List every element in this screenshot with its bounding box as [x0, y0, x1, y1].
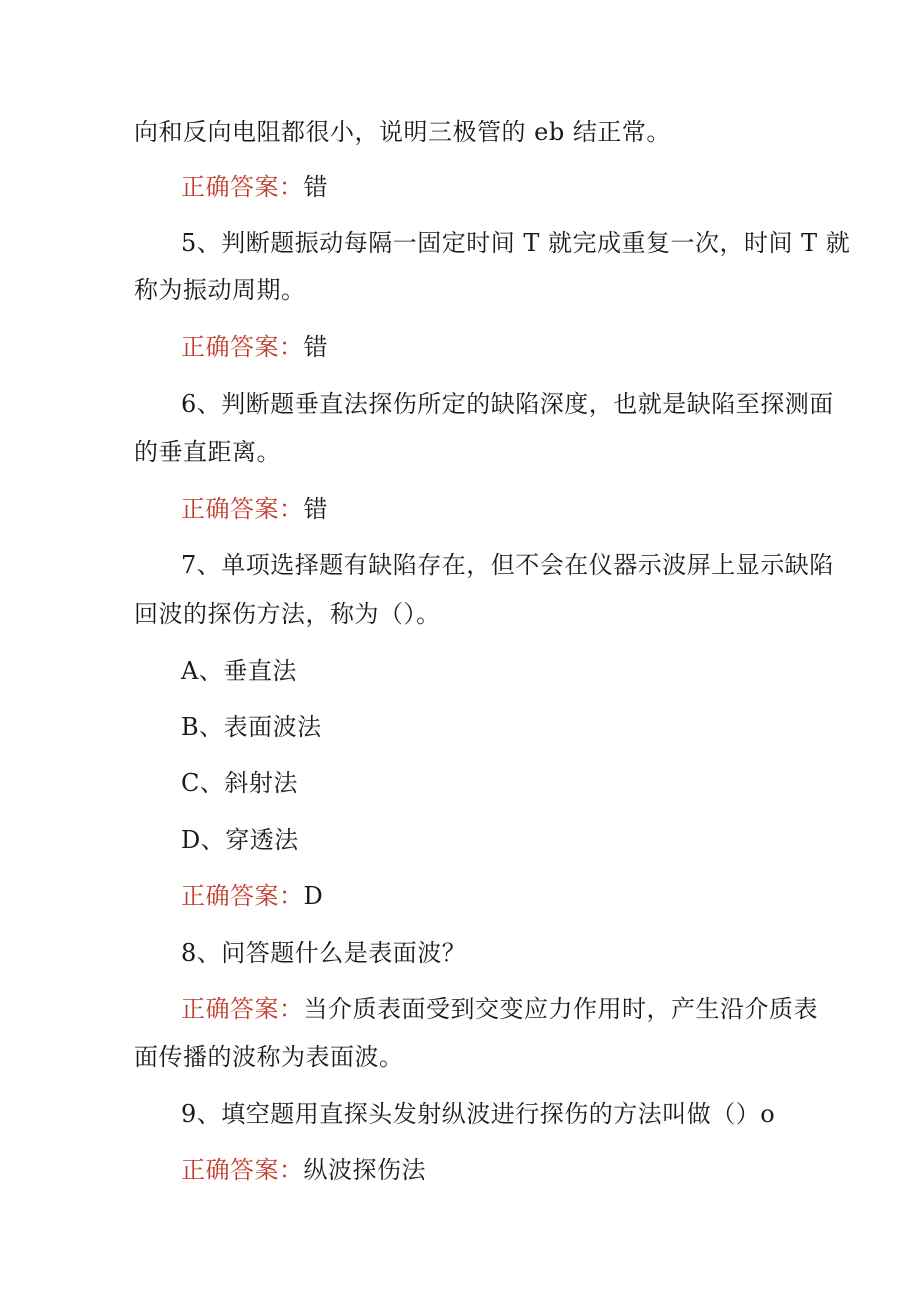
answer-label: 正确答案：: [181, 995, 304, 1023]
answer-line: [181, 172, 328, 202]
answer-label: 正确答案：: [181, 333, 304, 361]
answer-line: [181, 1155, 426, 1185]
answer-label: 正确答案：: [181, 1156, 304, 1184]
question-line: 6、判断题垂直法探伤所定的缺陷深度，也就是缺陷至探测面: [181, 390, 834, 418]
answer-value: 纵波探伤法: [303, 1156, 426, 1184]
answer-label: 正确答案：: [181, 882, 304, 910]
answer-value: 当介质表面受到交变应力作用时，产生沿介质表: [303, 995, 818, 1023]
answer-value: 错: [303, 173, 328, 201]
answer-line: [181, 494, 328, 524]
option-b: B、表面波法: [181, 713, 322, 741]
text-line: 向和反向电阻都很小，说明三极管的 eb 结正常。: [134, 118, 671, 146]
answer-label: 正确答案：: [181, 173, 304, 201]
answer-continuation: 面传播的波称为表面波。: [134, 1043, 404, 1071]
question-line: 5、判断题振动每隔一固定时间 T 就完成重复一次，时间 T 就: [181, 229, 851, 257]
option-d: D、穿透法: [181, 826, 299, 854]
question-line: 称为振动周期。: [134, 276, 306, 304]
question-line: 9、填空题用直探头发射纵波进行探伤的方法叫做（）o: [181, 1100, 776, 1128]
answer-line: [181, 994, 818, 1024]
option-c: C、斜射法: [181, 769, 298, 797]
question-line: 回波的探伤方法，称为（）。: [134, 600, 441, 628]
answer-label: 正确答案：: [181, 495, 304, 523]
question-line: 8、问答题什么是表面波？: [181, 939, 467, 967]
answer-line: [181, 881, 323, 911]
answer-value: D: [303, 882, 324, 910]
option-a: A、垂直法: [181, 657, 297, 685]
question-line: 的垂直距离。: [134, 438, 281, 466]
answer-line: [181, 332, 328, 362]
question-line: 7、单项选择题有缺陷存在，但不会在仪器示波屏上显示缺陷: [181, 551, 834, 579]
answer-value: 错: [303, 333, 328, 361]
answer-value: 错: [303, 495, 328, 523]
